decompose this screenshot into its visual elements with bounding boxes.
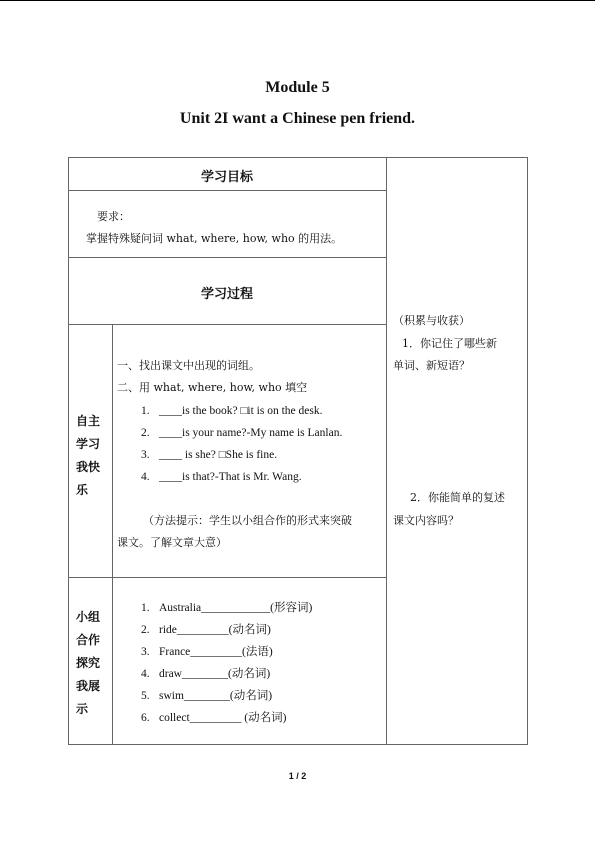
item-number: 4. <box>141 471 150 483</box>
group-label-line: 探究 <box>76 656 101 670</box>
item-text: Australia____________(形容词) <box>159 602 313 614</box>
vocab-item <box>141 666 270 682</box>
row-divider-group <box>68 577 386 578</box>
fill-item <box>141 447 277 463</box>
notes-question-2-line-1: 2．你能简单的复述 <box>410 491 505 504</box>
row-divider-process <box>68 324 386 325</box>
group-label <box>76 606 116 721</box>
row-divider-requirement <box>68 257 386 258</box>
self-study-label-line: 乐 <box>76 483 89 497</box>
item-text: swim________(动名词) <box>159 690 273 702</box>
top-rule <box>0 0 595 1</box>
vocab-item <box>141 710 286 726</box>
vocab-item <box>141 600 312 616</box>
unit-title: Unit 2I want a Chinese pen friend. <box>179 110 416 127</box>
group-label-line: 合作 <box>76 633 101 647</box>
item-number: 3. <box>141 449 150 461</box>
vocab-item <box>141 622 271 638</box>
group-label-line: 小组 <box>76 610 101 624</box>
item-text: collect_________ (动名词) <box>159 712 287 724</box>
item-number: 5. <box>141 690 150 702</box>
process-heading: 学习过程 <box>200 287 253 302</box>
item-text: France_________(法语) <box>159 646 273 658</box>
self-study-label-line: 自主 <box>76 414 101 428</box>
item-text: ____is your name?-My name is Lanlan. <box>159 427 343 439</box>
self-study-label-line: 学习 <box>76 437 101 451</box>
item-number: 3. <box>141 646 150 658</box>
page-number: 1 / 2 <box>288 771 307 781</box>
item-text: draw________(动名词) <box>159 668 271 680</box>
requirement-label: 要求： <box>97 210 130 223</box>
task-1: 一、找出课文中出现的词组。 <box>117 359 260 372</box>
fill-item <box>141 469 302 485</box>
item-number: 1. <box>141 405 150 417</box>
item-number: 4. <box>141 668 150 680</box>
row-divider-goal <box>68 190 386 191</box>
method-tip-line-2: 课文。了解文章大意） <box>117 536 227 549</box>
self-study-label <box>76 410 116 502</box>
fill-item <box>141 425 342 441</box>
group-label-line: 我展 <box>76 679 101 693</box>
item-number: 2. <box>141 624 150 636</box>
item-number: 6. <box>141 712 150 724</box>
group-label-line: 示 <box>76 702 89 716</box>
item-number: 1. <box>141 602 150 614</box>
notes-heading: （积累与收获） <box>393 314 470 327</box>
method-tip-line-1: （方法提示：学生以小组合作的形式来突破 <box>143 514 352 527</box>
task-2: 二、用 what, where, how, who 填空 <box>117 381 308 394</box>
goal-heading: 学习目标 <box>200 170 253 185</box>
notes-question-2-line-2: 课文内容吗？ <box>393 514 459 527</box>
fill-item <box>141 403 322 419</box>
requirement-text: 掌握特殊疑问词 what, where, how, who 的用法。 <box>86 232 343 245</box>
module-title: Module 5 <box>265 79 330 96</box>
item-number: 2. <box>141 427 150 439</box>
vocab-item <box>141 688 272 704</box>
self-study-label-line: 我快 <box>76 460 101 474</box>
vocab-item <box>141 644 273 660</box>
item-text: ride_________(动名词) <box>159 624 271 636</box>
notes-question-1-line-2: 单词、新短语？ <box>393 359 470 372</box>
item-text: ____is the book? □it is on the desk. <box>159 405 323 417</box>
notes-question-1-line-1: 1．你记住了哪些新 <box>402 337 497 350</box>
item-text: ____ is she? □She is fine. <box>159 449 278 461</box>
column-divider-right <box>386 157 387 745</box>
item-text: ____is that?-That is Mr. Wang. <box>159 471 302 483</box>
